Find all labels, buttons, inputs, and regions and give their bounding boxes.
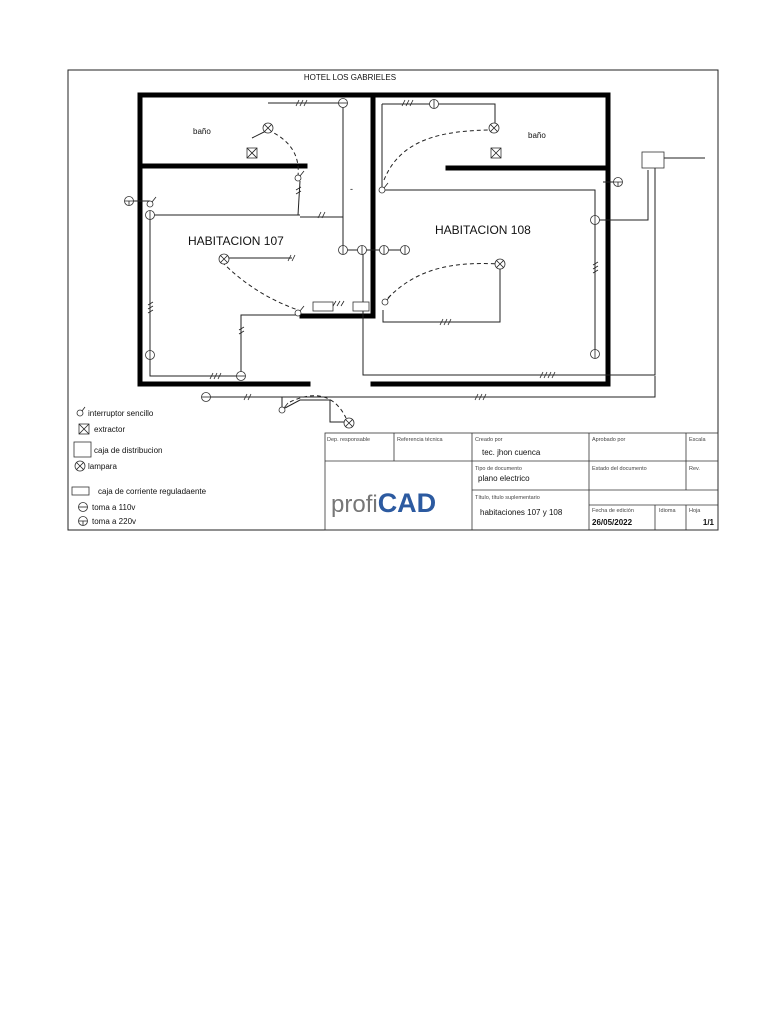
legend-dist-box: caja de distribucion: [94, 446, 163, 455]
regulated-legend-icon: [72, 487, 89, 495]
lang-label: Idioma: [659, 508, 676, 514]
title-label: Título, título suplementario: [475, 495, 540, 501]
outlet-110-legend-icon: [79, 503, 88, 512]
rev-label: Rev.: [689, 466, 700, 472]
legend-lamp: lampara: [88, 462, 117, 471]
regulated-box-ticks: [333, 301, 344, 306]
status-label: Estado del documento: [592, 466, 647, 472]
regulated-box-2: [353, 302, 369, 311]
plan-title: HOTEL LOS GABRIELES: [303, 73, 397, 82]
doctype-label: Tipo de documento: [475, 466, 522, 472]
bath-left-label: baño: [193, 127, 211, 136]
extractor-legend-icon: [79, 424, 89, 434]
sheet-value: 1/1: [702, 518, 714, 527]
room-107-label: HABITACION 107: [188, 234, 284, 248]
switch-legend-icon: [77, 407, 85, 416]
scale-label: Escala: [689, 437, 706, 443]
proficad-logo: [331, 488, 436, 518]
date-label: Fecha de edición: [592, 508, 634, 514]
ref-label: Referencia técnica: [397, 437, 443, 443]
approved-label: Aprobado por: [592, 437, 626, 443]
regulated-box-1: [313, 302, 333, 311]
logo-profi: profi: [331, 491, 378, 518]
legend: [72, 407, 207, 526]
title-value: habitaciones 107 y 108: [480, 508, 563, 517]
dash-mark: -: [350, 184, 353, 194]
dept-label: Dep. responsable: [327, 437, 371, 443]
bath-right-label: baño: [528, 131, 546, 140]
created-label: Creado por: [475, 437, 503, 443]
date-value: 26/05/2022: [592, 518, 633, 527]
wiring-108: [210, 104, 705, 422]
legend-outlet-110: toma a 110v: [92, 503, 136, 512]
sheet-label: Hoja: [689, 508, 701, 514]
outlet-220-legend-icon: [79, 517, 88, 526]
dist-box-legend-icon: [74, 442, 91, 457]
legend-extractor: extractor: [94, 425, 126, 434]
doctype-value: plano electrico: [478, 474, 530, 483]
legend-regulated: caja de corriente reguladaente: [98, 487, 207, 496]
distribution-box: [642, 152, 664, 168]
room-108-label: HABITACION 108: [435, 223, 531, 237]
legend-outlet-220: toma a 220v: [92, 517, 137, 526]
switches: [147, 171, 391, 413]
lamp-legend-icon: [75, 461, 85, 471]
logo-cad: CAD: [377, 488, 437, 518]
created-value: tec. jhon cuenca: [482, 448, 541, 457]
legend-switch: interruptor sencillo: [88, 409, 154, 418]
title-block: [325, 433, 718, 530]
